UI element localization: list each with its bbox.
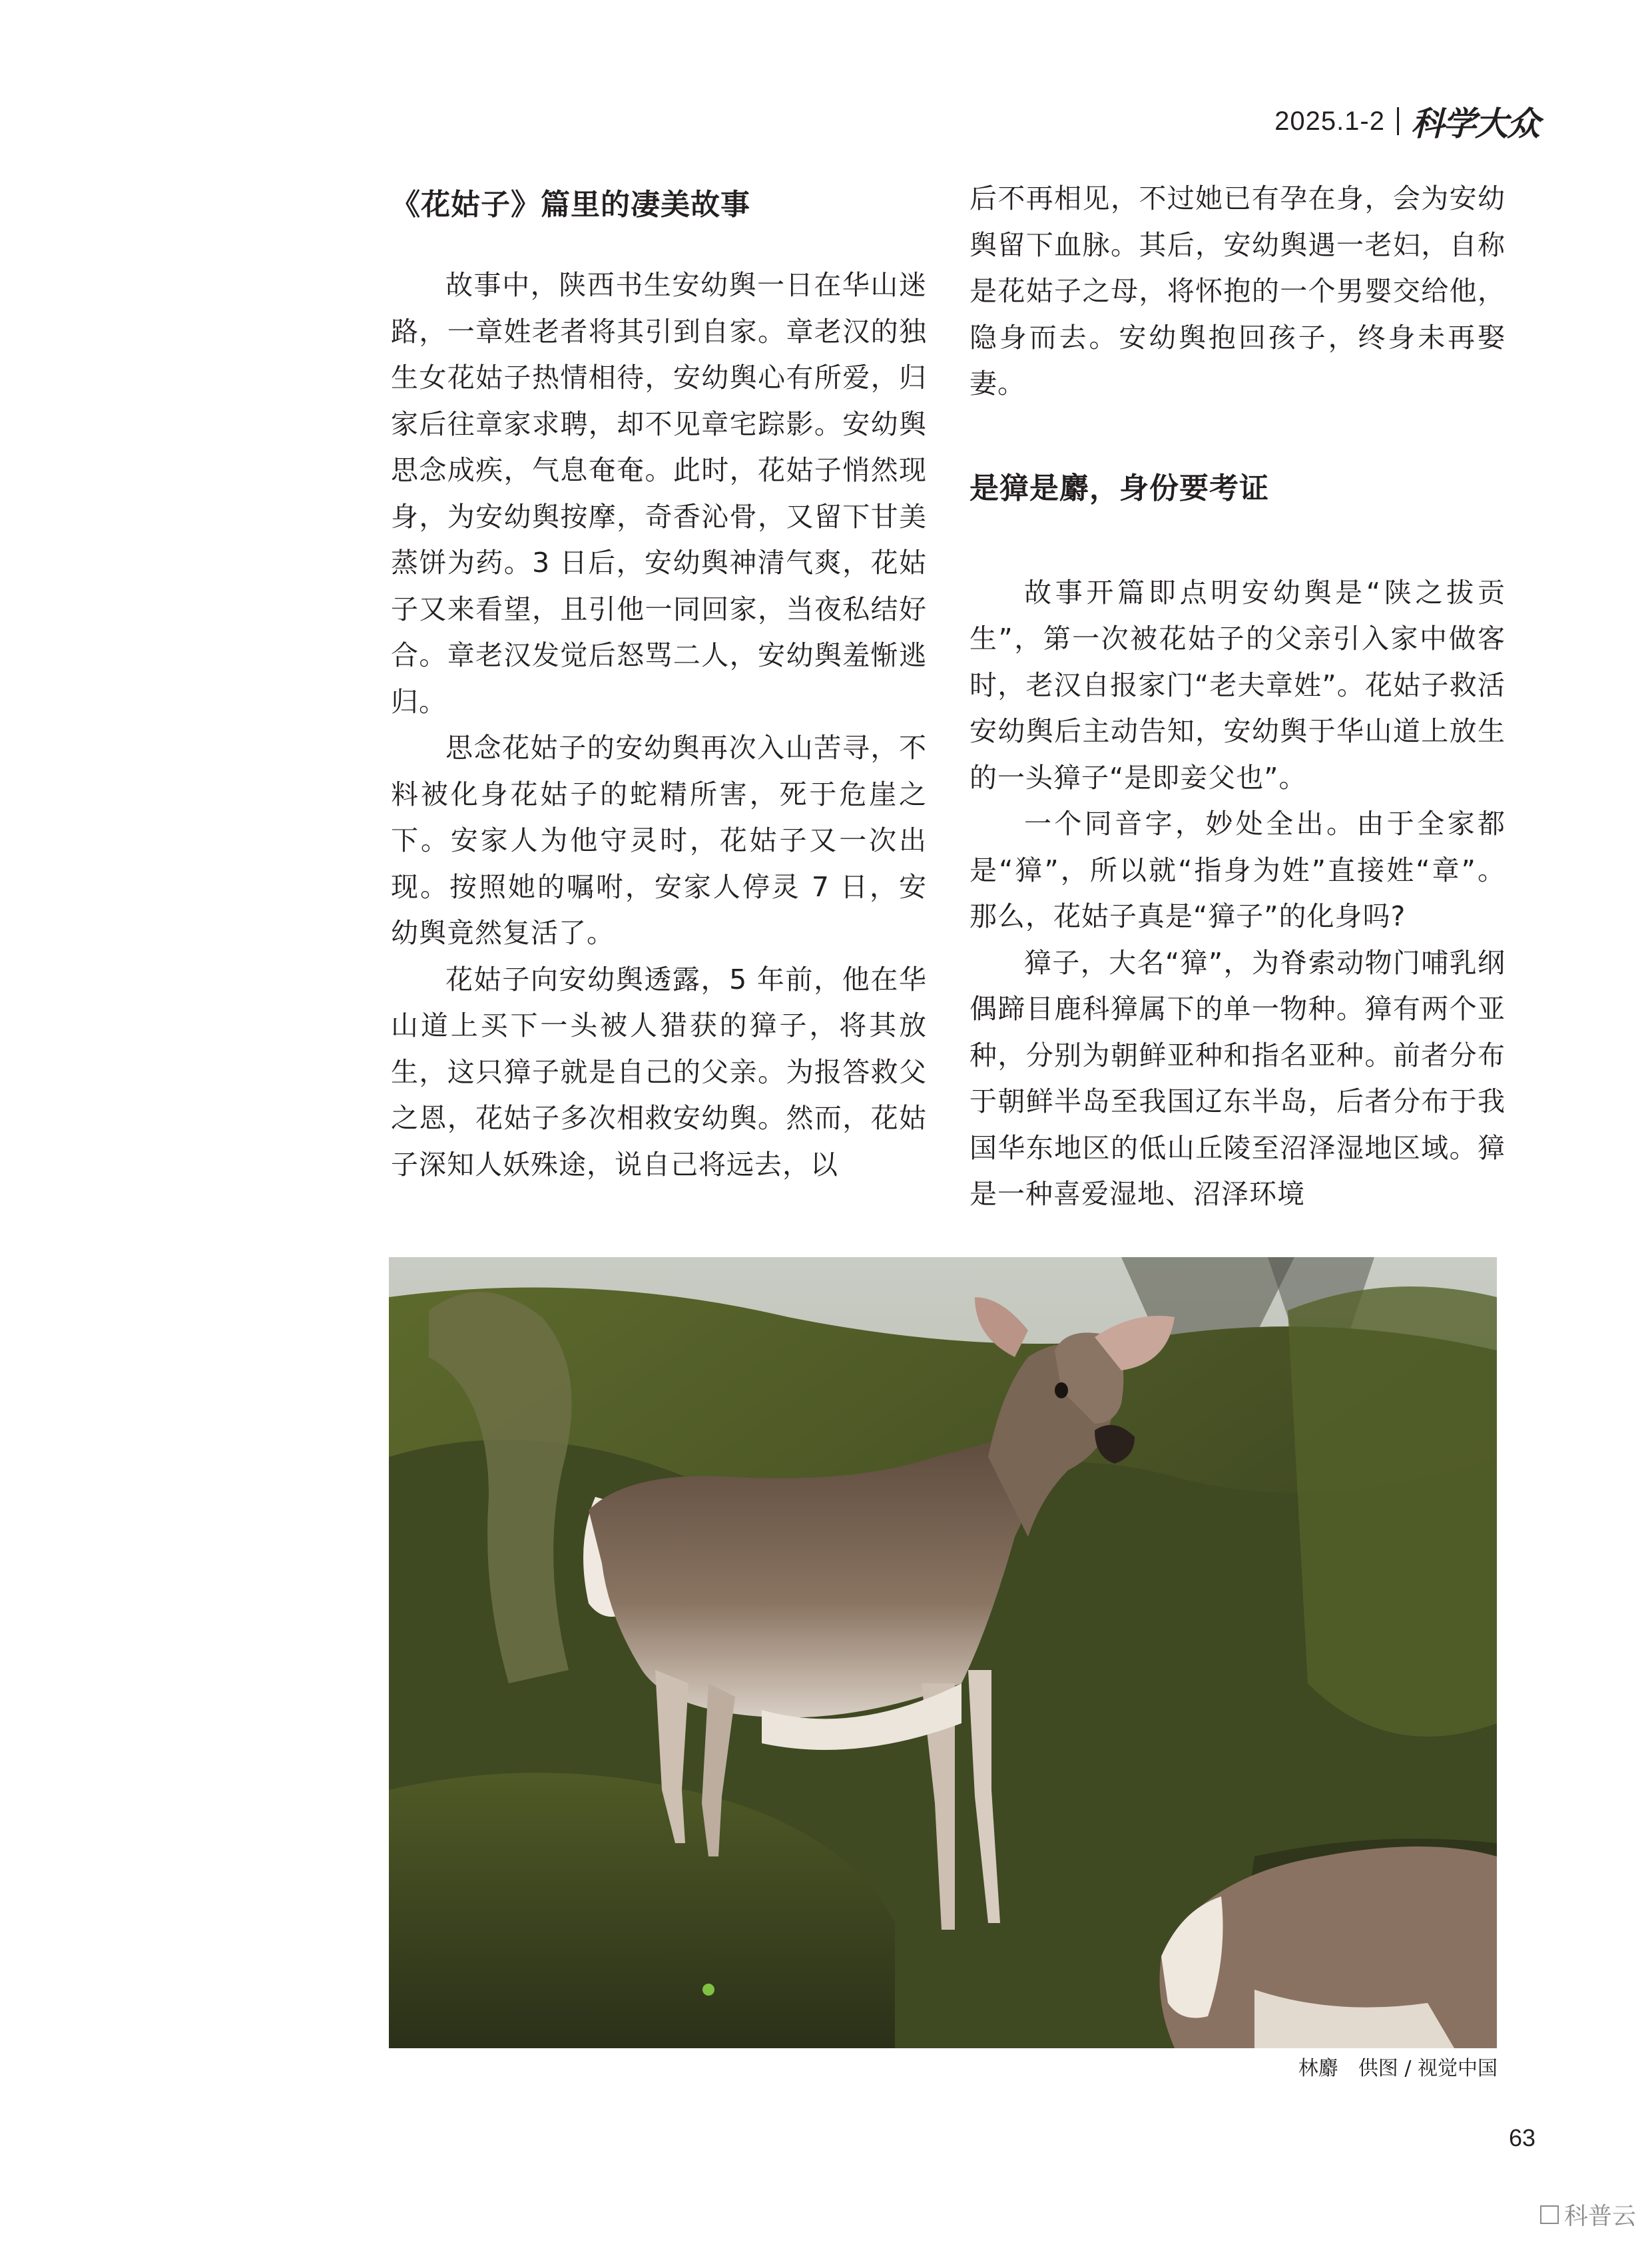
deer-photo-illustration — [389, 1257, 1497, 2048]
paragraph-continuation: 后不再相见，不过她已有孕在身，会为安幼舆留下血脉。其后，安幼舆遇一老妇，自称是花姑子之母，将怀抱的一个男婴交给他，隐身而去。安幼舆抱回孩子，终身未再娶妻。 — [969, 182, 1506, 400]
watermark-icon — [1540, 2205, 1559, 2224]
right-column — [969, 176, 1506, 1218]
issue-number: 2025.1-2 — [1274, 106, 1385, 136]
section-heading-identity: 是獐是麝，身份要考证 — [969, 471, 1269, 505]
deer-photo — [389, 1257, 1497, 2048]
header-divider — [1397, 107, 1399, 135]
paragraph: 思念花姑子的安幼舆再次入山苦寻，不料被化身花姑子的蛇精所害，死于危崖之下。安家人为他守灵时，花姑子又一次出现。按照她的嘱咐，安家人停灵 7 日，安幼舆竟然复活了。 — [391, 732, 927, 949]
paragraph: 一个同音字，妙处全出。由于全家都是“獐”，所以就“指身为姓”直接姓“章”。那么，花姑子真是“獐子”的化身吗? — [969, 808, 1506, 932]
watermark-text: 科普云 — [1563, 2203, 1636, 2230]
section-heading-story: 《花姑子》篇里的凄美故事 — [391, 188, 750, 222]
page-header — [1274, 95, 1539, 148]
photo-caption: 林麝 供图 / 视觉中国 — [1298, 2057, 1498, 2080]
left-column — [391, 178, 927, 1188]
magazine-logo: 科学大众 — [1411, 104, 1539, 143]
paragraph: 獐子，大名“獐”，为脊索动物门哺乳纲偶蹄目鹿科獐属下的单一物种。獐有两个亚种，分别为朝鲜亚种和指名亚种。前者分布于朝鲜半岛至我国辽东半岛，后者分布于我国华东地区的低山丘陵至沼泽湿地区域。獐是一种喜爱湿地、沼泽环境 — [969, 946, 1506, 1210]
paragraph: 故事中，陕西书生安幼舆一日在华山迷路，一章姓老者将其引到自家。章老汉的独生女花姑子热情相待，安幼舆心有所爱，归家后往章家求聘，却不见章宅踪影。安幼舆思念成疾，气息奄奄。此时，花姑子悄然现身，为安幼舆按摩，奇香沁骨，又留下甘美蒸饼为药。3 日后，安幼舆神清气爽，花姑子又来看望，且引他一同回家，当夜私结好合。章老汉发觉后怒骂二人，安幼舆羞惭逃归。 — [391, 269, 927, 718]
watermark — [1540, 2197, 1636, 2231]
page-number: 63 — [1508, 2124, 1535, 2151]
paragraph: 花姑子向安幼舆透露，5 年前，他在华山道上买下一头被人猎获的獐子，将其放生，这只獐子就是自己的父亲。为报答救父之恩，花姑子多次相救安幼舆。然而，花姑子深知人妖殊途，说自己将远去，以 — [391, 963, 927, 1181]
paragraph: 故事开篇即点明安幼舆是“陕之拔贡生”，第一次被花姑子的父亲引入家中做客时，老汉自报家门“老夫章姓”。花姑子救活安幼舆后主动告知，安幼舆于华山道上放生的一头獐子“是即妾父也”。 — [969, 576, 1506, 794]
